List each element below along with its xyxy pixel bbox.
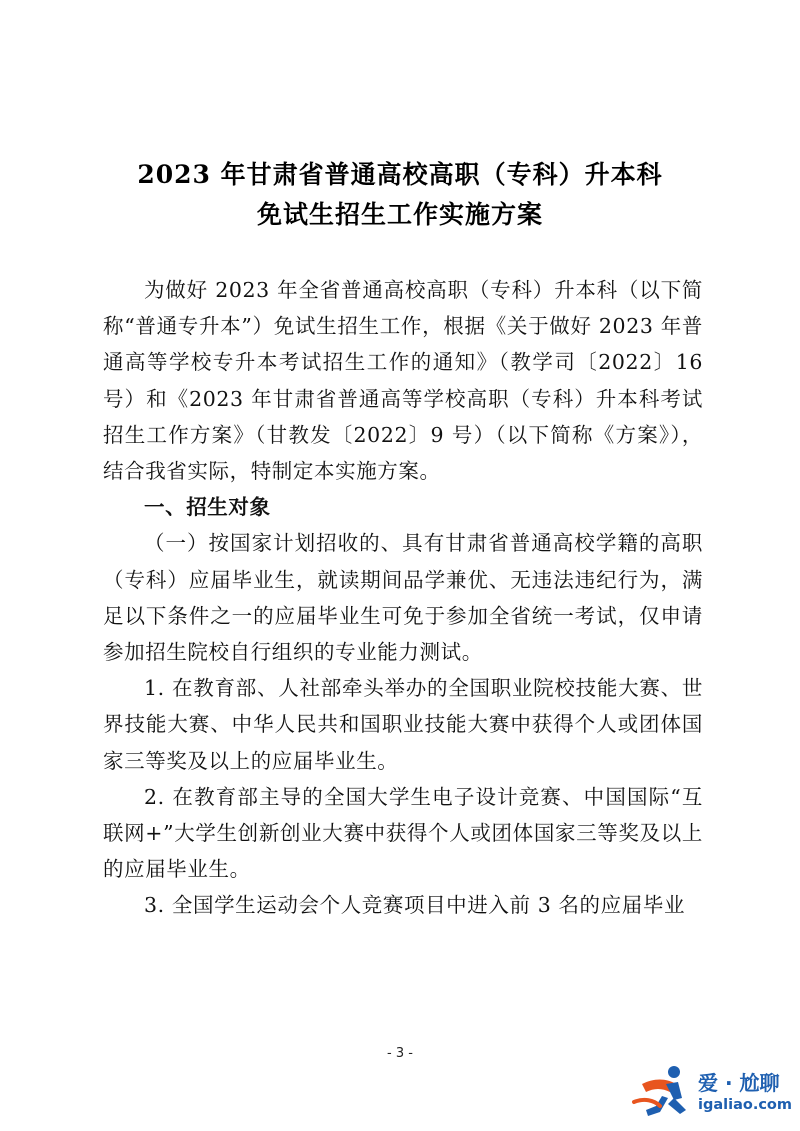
page-number: - 3 - — [387, 1046, 413, 1061]
list-item-3: 3. 全国学生运动会个人竞赛项目中进入前 3 名的应届毕业 — [144, 893, 686, 918]
document-title-line-1: 2023 年甘肃省普通高校高职（专科）升本科 — [137, 160, 663, 189]
intro-paragraph: 为做好 2023 年全省普通高校高职（专科）升本科（以下简称“普通专升本”）免试生招生工作，根据《关于做好 2023 年普通高等学校专升本考试招生工作的通知》（教学司〔2022〕16 号）和《2023 年甘肃省普通高等学校高职（专科）升本科考试招生工作方案》（甘教发〔2022〕9 号）（以下简称《方案》），结合我省实际，特制定本实施方案。 — [103, 278, 703, 484]
watermark-url: igaliao.com — [698, 1097, 792, 1113]
list-item-2: 2. 在教育部主导的全国大学生电子设计竞赛、中国国际“互联网+”大学生创新创业大赛中获得个人或团体国家三等奖及以上的应届毕业生。 — [103, 784, 703, 882]
section-heading-recruitment-targets: 一、招生对象 — [144, 495, 271, 520]
document-body — [103, 272, 703, 924]
watermark-site-name: 爱 · 尬聊 — [698, 1071, 780, 1095]
site-watermark — [630, 1062, 795, 1124]
document-title-line-2: 免试生招生工作实施方案 — [256, 200, 543, 229]
subsection-paragraph-1: （一）按国家计划招收的、具有甘肃省普通高校学籍的高职（专科）应届毕业生，就读期间品学兼优、无违法违纪行为，满足以下条件之一的应届毕业生可免于参加全省统一考试，仅申请参加招生院校自行组织的专业能力测试。 — [103, 531, 703, 665]
runner-logo-icon — [630, 1062, 700, 1124]
list-item-1: 1. 在教育部、人社部牵头举办的全国职业院校技能大赛、世界技能大赛、中华人民共和国职业技能大赛中获得个人或团体国家三等奖及以上的应届毕业生。 — [103, 676, 703, 773]
